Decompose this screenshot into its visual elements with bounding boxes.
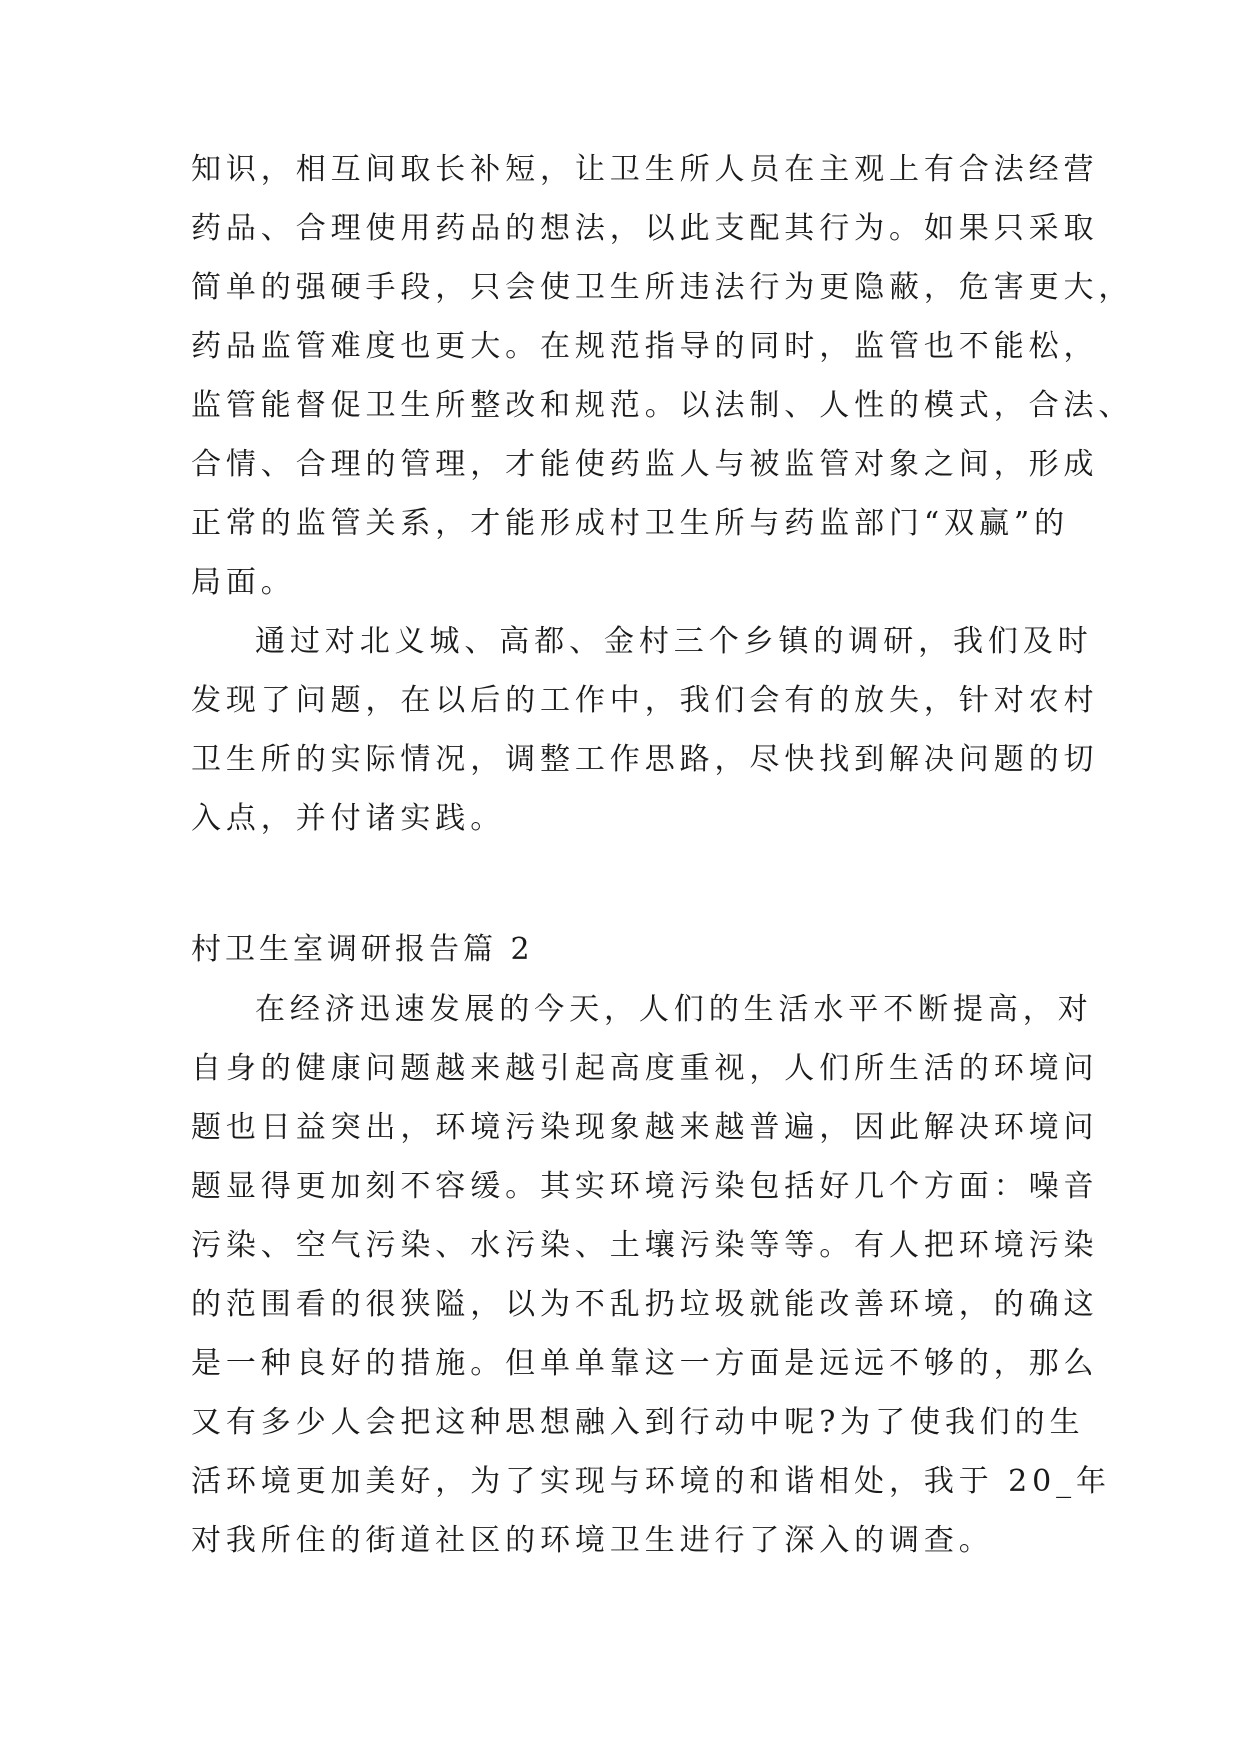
paragraph-line: 自身的健康问题越来越引起高度重视，人们所生活的环境问	[191, 1051, 1099, 1086]
paragraph-1	[191, 140, 1134, 612]
paragraph-line: 监管能督促卫生所整改和规范。以法制、人性的模式，合法、	[191, 388, 1134, 423]
paragraph-line: 卫生所的实际情况，调整工作思路，尽快找到解决问题的切	[191, 742, 1099, 777]
paragraph-line: 药品监管难度也更大。在规范指导的同时，监管也不能松，	[191, 329, 1099, 364]
paragraph-line: 题也日益突出，环境污染现象越来越普遍，因此解决环境问	[191, 1110, 1099, 1145]
paragraph-line: 在经济迅速发展的今天，人们的生活水平不断提高，对	[255, 992, 1093, 1027]
section-heading-block	[191, 920, 1053, 979]
paragraph-line: 污染、空气污染、水污染、土壤污染等等。有人把环境污染	[191, 1228, 1099, 1263]
paragraph-line: 题显得更加刻不容缓。其实环境污染包括好几个方面：噪音	[191, 1169, 1099, 1204]
paragraph-line: 的范围看的很狭隘，以为不乱扔垃圾就能改善环境，的确这	[191, 1287, 1099, 1322]
paragraph-line: 活环境更加美好，为了实现与环境的和谐相处，我于 20_年	[191, 1464, 1111, 1499]
paragraph-line: 通过对北义城、高都、金村三个乡镇的调研，我们及时	[255, 624, 1093, 659]
paragraph-line: 是一种良好的措施。但单单靠这一方面是远远不够的，那么	[191, 1346, 1099, 1381]
paragraph-2	[191, 612, 1099, 848]
paragraph-line: 入点，并付诸实践。	[191, 801, 506, 836]
section-heading: 村卫生室调研报告篇 2	[191, 932, 534, 967]
paragraph-line: 发现了问题，在以后的工作中，我们会有的放失，针对农村	[191, 683, 1099, 718]
paragraph-line: 局面。	[191, 565, 296, 600]
paragraph-3	[191, 980, 1111, 1570]
paragraph-line: 合情、合理的管理，才能使药监人与被监管对象之间，形成	[191, 447, 1099, 482]
paragraph-line: 简单的强硬手段，只会使卫生所违法行为更隐蔽，危害更大，	[191, 270, 1134, 305]
paragraph-line: 又有多少人会把这种思想融入到行动中呢?为了使我们的生	[191, 1405, 1085, 1440]
paragraph-line: 正常的监管关系，才能形成村卫生所与药监部门“双赢”的	[191, 506, 1070, 541]
paragraph-line: 药品、合理使用药品的想法，以此支配其行为。如果只采取	[191, 211, 1099, 246]
paragraph-line: 对我所住的街道社区的环境卫生进行了深入的调查。	[191, 1523, 994, 1558]
paragraph-line: 知识，相互间取长补短，让卫生所人员在主观上有合法经营	[191, 152, 1099, 187]
